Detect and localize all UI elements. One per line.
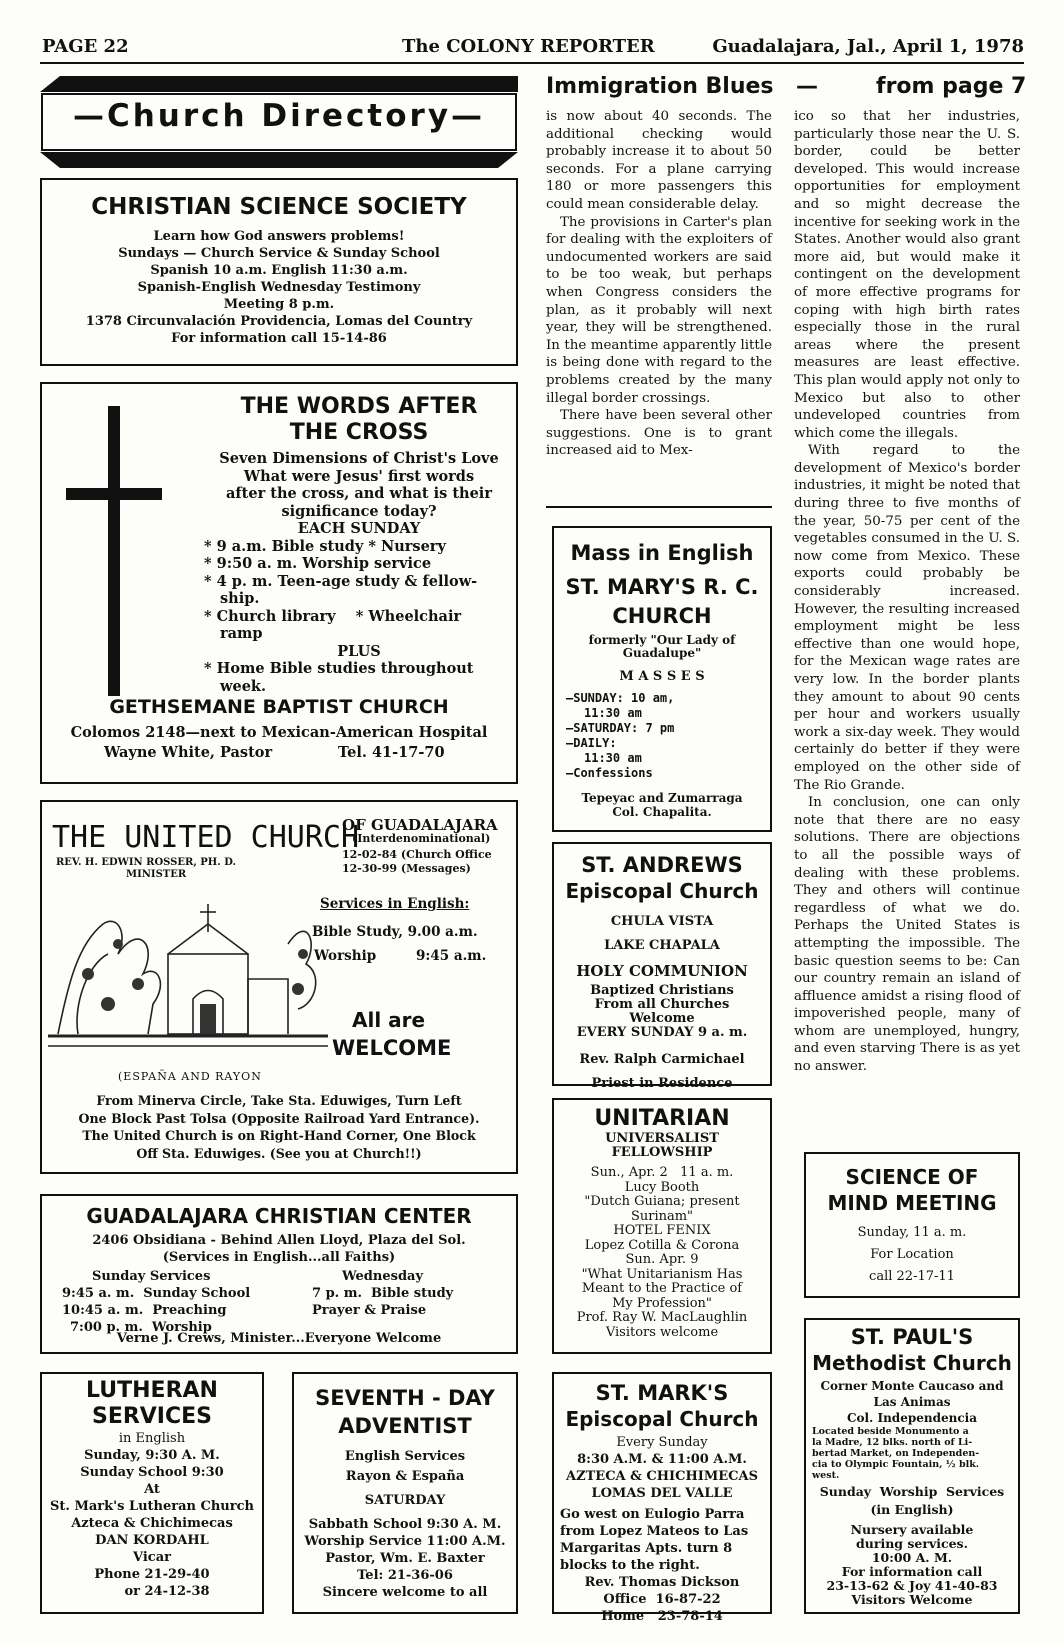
language-note: (in English) — [870, 1502, 954, 1517]
ad-title: GUADALAJARA CHRISTIAN CENTER — [86, 1204, 472, 1228]
column-rule — [546, 506, 772, 508]
ad-title: CHRISTIAN SCIENCE SOCIETY — [91, 194, 467, 220]
mass-time: —SUNDAY: 10 am, — [566, 691, 675, 705]
address: Corner Monte Caucaso and — [820, 1379, 1004, 1393]
all-are: All are — [352, 1008, 426, 1032]
headline: THE CROSS — [289, 420, 429, 445]
ad-line: Lucy Booth — [624, 1179, 700, 1195]
article-paragraph: is now about 40 seconds. The additional checking would probably increase it to about 50 seconds. For a plane carrying 180 or more passengers this could mean considerable delay. — [546, 109, 772, 212]
formerly: Guadalupe" — [622, 646, 702, 660]
worship-time: 9:45 a.m. — [416, 948, 487, 964]
sunday-item: 7:00 p. m. Worship — [70, 1320, 212, 1335]
ad-line: Every Sunday — [616, 1435, 708, 1450]
mass-time: —Confessions — [566, 766, 653, 780]
ad-line: My Profession" — [612, 1295, 712, 1311]
location-note: Located beside Monumento a — [812, 1426, 969, 1437]
header-rule — [40, 62, 1024, 64]
ad-line: English Services — [344, 1449, 466, 1464]
directions-line: The United Church is on Right-Hand Corner, One Block — [82, 1128, 476, 1143]
ad-line: Sunday, 11 a. m. — [857, 1225, 967, 1240]
ad-line: Rayon & España — [345, 1469, 465, 1484]
location-note: bertad Market, on Independen- — [812, 1448, 980, 1459]
intro-line: after the cross, and what is their — [226, 485, 492, 502]
ad-line: DAN KORDAHL — [95, 1533, 209, 1548]
church-address: Colomos 2148—next to Mexican-American Hospital — [70, 724, 488, 741]
church-name: GETHSEMANE BAPTIST CHURCH — [109, 696, 449, 718]
mass-time: —SATURDAY: 7 pm — [566, 721, 675, 735]
location: CHULA VISTA — [610, 914, 714, 929]
ad-line: Sunday School 9:30 — [80, 1465, 224, 1480]
sunday-heading: Sunday Services — [92, 1269, 211, 1284]
adventist-ad — [292, 1372, 518, 1614]
ad-line: For Location — [870, 1247, 954, 1262]
schedule-item: * Church library * Wheelchair — [204, 607, 462, 625]
office-phone: Office 16-87-22 — [603, 1592, 721, 1607]
ad-line: Sunday, 9:30 A. M. — [84, 1448, 220, 1463]
ad-line: Sincere welcome to all — [322, 1585, 488, 1600]
address: Tepeyac and Zumarraga — [581, 791, 743, 805]
office-phone: 12-02-84 (Church Office — [342, 848, 492, 861]
sunday-item: 10:45 a. m. Preaching — [62, 1303, 227, 1318]
st-pauls-ad — [804, 1318, 1020, 1614]
address: Las Animas — [873, 1395, 951, 1409]
newspaper-name: The COLONY REPORTER — [402, 36, 655, 57]
ad-line: Sabbath School 9:30 A. M. — [308, 1517, 502, 1532]
ad-line: Visitors welcome — [605, 1324, 719, 1340]
schedule-item: week. — [220, 677, 267, 695]
directory-title: —Church Directory— — [72, 98, 486, 134]
church-name: ST. MARK'S — [595, 1381, 729, 1405]
schedule-item: * 9:50 a. m. Worship service — [204, 555, 432, 572]
church-name: Methodist Church — [812, 1351, 1012, 1375]
church-name: ST. ANDREWS — [581, 853, 743, 877]
ad-line: EVERY SUNDAY 9 a. m. — [576, 1025, 748, 1040]
ad-title: LUTHERAN — [86, 1378, 218, 1403]
each-sunday: EACH SUNDAY — [297, 520, 421, 537]
ad-line: For information call 15-14-86 — [171, 331, 387, 346]
subtitle: FELLOWSHIP — [611, 1145, 713, 1160]
ad-line: or 24-12-38 — [124, 1584, 210, 1599]
note: (Services in English...all Faiths) — [162, 1250, 396, 1265]
headline: THE WORDS AFTER — [240, 394, 478, 419]
article-headline: Immigration Blues — [546, 74, 774, 99]
ad-line: From all Churches Welcome — [594, 997, 730, 1026]
location: LAKE CHAPALA — [604, 938, 720, 953]
location-note: west. — [812, 1470, 840, 1481]
ad-line: Sundays — Church Service & Sunday School — [118, 246, 440, 261]
schedule-item: * Home Bible studies throughout — [204, 660, 474, 677]
footer-line: Verne J. Crews, Minister...Everyone Welcome — [116, 1331, 442, 1346]
schedule-item: * 4 p. m. Teen-age study & fellow- — [204, 572, 478, 590]
church-illustration — [48, 884, 328, 1064]
gethsemane-ad — [40, 382, 518, 784]
address: Col. Chapalita. — [612, 805, 712, 819]
church-name: ST. PAUL'S — [850, 1325, 974, 1349]
visitors-line: Visitors Welcome — [851, 1592, 973, 1607]
ad-line: 8:30 A.M. & 11:00 A.M. — [577, 1452, 747, 1467]
ad-line: Phone 21-29-40 — [94, 1567, 210, 1582]
intro-line: What were Jesus' first words — [243, 467, 475, 485]
directions-line: Off Sta. Eduwiges. (See you at Church!!) — [136, 1145, 422, 1161]
article-paragraph: ico so that her industries, particularly those near the U. S. border, could be better developed. This would increase opportunities for employment and so might decrease the incentive for seeking work in the States. Another would also grant more aid, but would make it contingent on the development of more effective programs for coping with high birth rates especially those in the rural areas where the present measures are least effective. This plan would apply not only to Mexico but also to other undeveloped countries from which come the illegals. — [794, 109, 1020, 441]
ad-line: Vicar — [133, 1550, 171, 1565]
ad-line: "What Unitarianism Has — [581, 1266, 743, 1282]
phone: Tel. 41-17-70 — [338, 744, 445, 761]
directions-line: From Minerva Circle, Take Sta. Eduwiges, Turn Left — [96, 1093, 462, 1108]
article-paragraph: In conclusion, one can only note that there are no easy solutions. There are objections to all the possible ways of dealing with these problems. They and others will continue regardless of what we do. Perhaps the United States is attempting the impossible. The basic question seems to be: Can our country remain an island of affluence amidst a rising flood of impoverished people, many of whom are unemployed, hungry, and even starving There is as yet no answer. — [794, 795, 1020, 1075]
ad-line: Meant to the Practice of — [581, 1281, 743, 1296]
article-paragraph: There have been several other suggestions. One is to grant increased aid to Mex- — [546, 408, 772, 459]
directory-banner — [40, 76, 518, 168]
church-name: CHURCH — [612, 604, 712, 628]
ad-line: Lopez Cotilla & Corona — [584, 1237, 740, 1253]
ad-title: ADVENTIST — [338, 1414, 472, 1438]
article-column-1 — [546, 108, 772, 460]
minister-name: REV. H. EDWIN ROSSER, PH. D. — [56, 857, 237, 868]
ad-line: in English — [118, 1431, 186, 1446]
directions-line: Margaritas Apts. turn 8 — [560, 1541, 733, 1556]
christian-science-ad — [40, 178, 518, 366]
science-of-mind-ad — [804, 1152, 1020, 1298]
ad-line: Sun. Apr. 9 — [625, 1252, 699, 1267]
church-of: OF GUADALAJARA — [342, 816, 498, 834]
masses-heading: M A S S E S — [619, 669, 705, 684]
phones: 23-13-62 & Joy 41-40-83 — [826, 1578, 998, 1593]
message-phone: 12-30-99 (Messages) — [342, 862, 471, 875]
page-number: PAGE 22 — [42, 36, 129, 57]
dateline: Guadalajara, Jal., April 1, 1978 — [712, 36, 1024, 57]
rector: Rev. Thomas Dickson — [584, 1575, 740, 1590]
schedule-item: ship. — [220, 590, 260, 607]
st-marks-ad — [552, 1372, 772, 1624]
directions-line: blocks to the right. — [560, 1558, 700, 1573]
continued-from: from page 7 — [876, 74, 1027, 99]
church-name: UNITARIAN — [594, 1106, 730, 1131]
sunday-item: 9:45 a. m. Sunday School — [62, 1286, 251, 1301]
ad-line: "Dutch Guiana; present — [584, 1194, 740, 1209]
ad-line: Learn how God answers problems! — [153, 229, 405, 244]
article-paragraph: The provisions in Carter's plan for dealing with the exploiters of undocumented workers are said to be too weak, but perhaps when Congress considers the plan, as it probably will next year, they will be strengthened. In the meantime apparently little is being done with regard to the problems created by the many illegal border crossings. — [546, 214, 772, 406]
address: 2406 Obsidiana - Behind Allen Lloyd, Plaza del Sol. — [92, 1233, 466, 1248]
church-name: ST. MARY'S R. C. — [565, 575, 759, 599]
st-andrews-ad — [552, 842, 772, 1091]
worship-label: Worship — [314, 948, 377, 964]
nursery-line: 10:00 A. M. — [871, 1550, 953, 1565]
rector-title: Priest in Residence — [591, 1076, 733, 1091]
subtitle: UNIVERSALIST — [605, 1131, 719, 1146]
ad-line: LOMAS DEL VALLE — [591, 1486, 733, 1501]
wednesday-heading: Wednesday — [342, 1269, 424, 1284]
rector: Rev. Ralph Carmichael — [579, 1052, 745, 1067]
ad-line: At — [144, 1482, 160, 1497]
ad-line: Tel: 21-36-06 — [357, 1568, 453, 1583]
home-phone: Home 23-78-14 — [601, 1609, 723, 1624]
church-name: Episcopal Church — [565, 879, 759, 903]
cross-icon — [66, 406, 162, 696]
plus-label: PLUS — [337, 642, 381, 660]
schedule-item: * 9 a.m. Bible study * Nursery — [204, 537, 446, 555]
communion: HOLY COMMUNION — [576, 962, 748, 980]
church-name: Episcopal Church — [565, 1407, 759, 1431]
info-line: For information call — [841, 1564, 983, 1579]
ad-line: Baptized Christians — [590, 983, 734, 998]
mass-heading: Mass in English — [570, 541, 754, 565]
schedule-item: ramp — [220, 625, 263, 642]
ad-title: SERVICES — [91, 1404, 213, 1429]
ad-line: Meeting 8 p.m. — [223, 297, 335, 312]
welcome-text: WELCOME — [332, 1036, 452, 1060]
ad-title: SCIENCE OF — [845, 1165, 979, 1189]
ad-line: Sun., Apr. 2 11 a. m. — [590, 1165, 734, 1180]
church-name: THE UNITED CHURCH — [52, 820, 360, 855]
lutheran-ad — [40, 1372, 264, 1614]
mass-time: —DAILY: — [566, 736, 617, 750]
st-marys-ad — [552, 526, 772, 832]
mass-time: 11:30 am — [584, 706, 642, 720]
intro-line: significance today? — [281, 502, 437, 520]
wednesday-item: 7 p. m. Bible study — [312, 1286, 454, 1301]
article-column-2 — [794, 108, 1020, 1076]
location-note: la Madre, 12 blks. north of Li- — [812, 1437, 973, 1448]
directions-line: Go west on Eulogio Parra — [560, 1507, 745, 1522]
minister-title: MINISTER — [126, 869, 187, 880]
ad-line: 1378 Circunvalación Providencia, Lomas del Country — [85, 314, 473, 329]
ad-line: Azteca & Chichimecas — [71, 1516, 233, 1531]
article-paragraph: With regard to the development of Mexico's border industries, it might be noted that during three to five months of the year, 50-75 per cent of the vegetables consumed in the U. S. now come from Mexico. These exports could probably be considerably increased. However, the resulting increased employment might be less effective than one would hope, for the Mexican wage rates are very low. In the border plants they amount to about 90 cents per hour and workers usually work a six-day week. They would certainly do better if they were employed on the other side of The Rio Grande. — [794, 443, 1020, 793]
pastor: Wayne White, Pastor — [104, 744, 273, 761]
illustration-caption: (ESPAÑA AND RAYON — [118, 1070, 262, 1083]
services-heading: Services in English: — [320, 896, 470, 912]
mass-time: 11:30 am — [584, 751, 642, 765]
ad-line: Worship Service 11:00 A.M. — [304, 1534, 506, 1549]
headline-dash: — — [796, 74, 818, 99]
ad-line: Prof. Ray W. MacLaughlin — [576, 1310, 748, 1325]
location-note: cia to Olympic Fountain, ½ blk. — [812, 1459, 980, 1470]
united-church-ad — [40, 800, 518, 1174]
ad-line: Pastor, Wm. E. Baxter — [325, 1551, 485, 1566]
unitarian-ad — [552, 1098, 772, 1354]
wednesday-item: Prayer & Praise — [312, 1303, 427, 1318]
nursery-line: during services. — [856, 1536, 968, 1551]
ad-line: call 22-17-11 — [869, 1269, 955, 1284]
worship-line: Sunday Worship Services — [819, 1484, 1005, 1499]
intro-line: Seven Dimensions of Christ's Love — [219, 450, 499, 467]
colonia: Col. Independencia — [847, 1411, 977, 1425]
directions-line: from Lopez Mateos to Las — [560, 1524, 749, 1539]
formerly: formerly "Our Lady of — [588, 633, 736, 647]
nursery-line: Nursery available — [850, 1522, 974, 1537]
directions-line: One Block Past Tolsa (Opposite Railroad Yard Entrance). — [78, 1110, 480, 1126]
ad-line: SATURDAY — [364, 1493, 446, 1508]
bible-study: Bible Study, 9.00 a.m. — [312, 924, 478, 940]
ad-line: St. Mark's Lutheran Church — [50, 1499, 254, 1514]
ad-line: HOTEL FENIX — [613, 1223, 711, 1238]
christian-center-ad — [40, 1194, 518, 1354]
ad-line: AZTECA & CHICHIMECAS — [566, 1469, 758, 1484]
ad-line: Spanish 10 a.m. English 11:30 a.m. — [150, 263, 408, 278]
ad-title: SEVENTH - DAY — [315, 1386, 495, 1410]
church-inter: (Interdenominational) — [352, 832, 491, 845]
ad-line: Spanish-English Wednesday Testimony — [137, 280, 421, 295]
ad-line: Surinam" — [630, 1208, 694, 1224]
ad-title: MIND MEETING — [827, 1191, 997, 1215]
